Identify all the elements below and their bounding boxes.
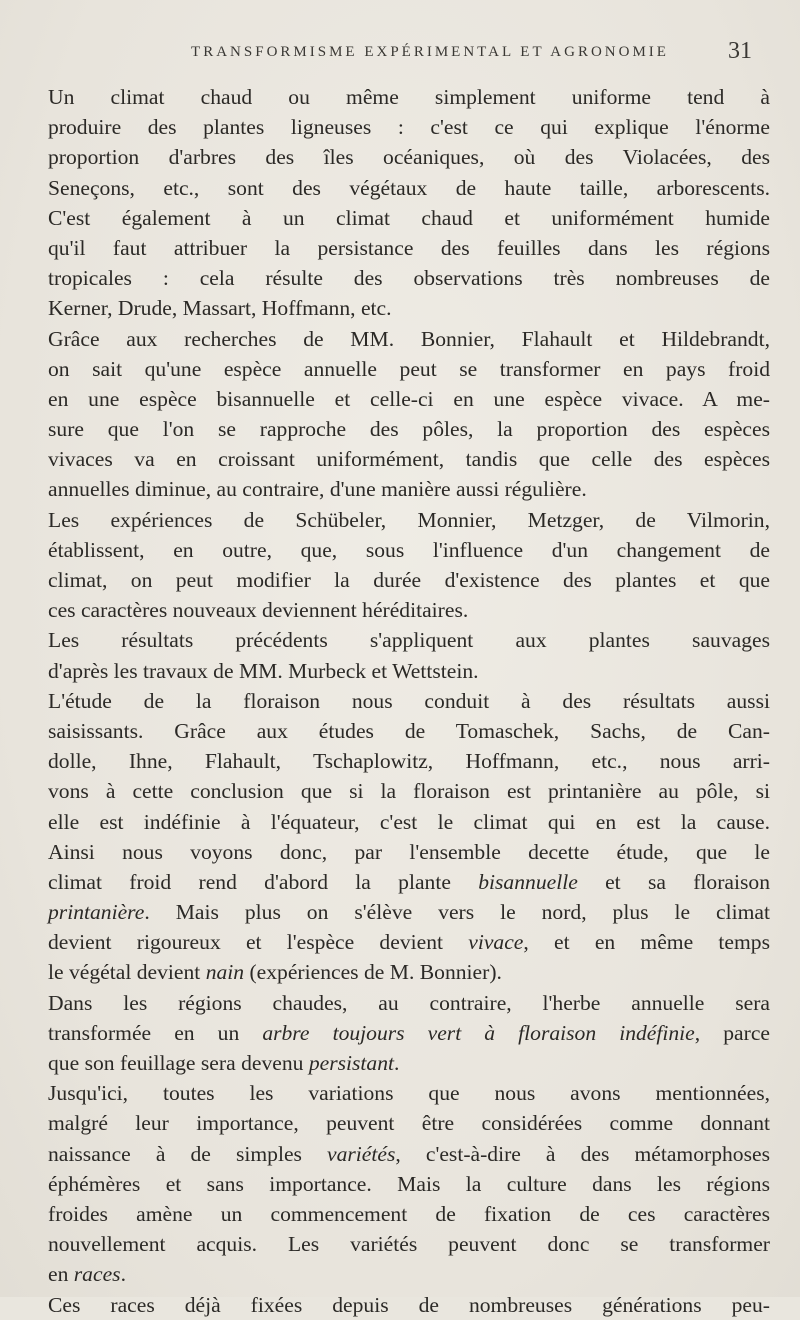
text-segment: sure que l'on se rapproche des pôles, la proportion des espèces — [48, 417, 770, 442]
text-segment: malgré leur importance, peuvent être considérées comme donnant — [48, 1111, 770, 1136]
text-line — [48, 414, 770, 444]
italic-text: arbre toujours vert à floraison indéfinie — [262, 1020, 695, 1045]
text-segment: le végétal devient — [48, 960, 206, 985]
text-segment: tropicales : cela résulte des observations très nombreuses de — [48, 266, 770, 291]
text-line — [48, 867, 770, 897]
text-segment: Kerner, Drude, Massart, Hoffmann, etc. — [48, 296, 392, 321]
text-segment: établissent, en outre, que, sous l'influence d'un changement de — [48, 537, 770, 562]
text-line — [48, 474, 770, 504]
text-line — [48, 444, 770, 474]
text-line — [48, 957, 770, 987]
italic-text: races — [73, 1262, 121, 1287]
text-segment: L'étude de la floraison nous conduit à des résultats aussi — [48, 688, 770, 713]
text-line — [48, 1199, 770, 1229]
text-line — [48, 354, 770, 384]
text-line — [48, 293, 770, 323]
text-line — [48, 595, 770, 625]
text-segment: proportion d'arbres des îles océaniques, où des Violacées, des — [48, 145, 770, 170]
text-segment: C'est également à un climat chaud et uniformément humide — [48, 205, 770, 230]
text-segment: Seneçons, etc., sont des végétaux de haute taille, arborescents. — [48, 175, 770, 200]
text-line — [48, 1259, 770, 1289]
text-line — [48, 233, 770, 263]
text-line — [48, 1078, 770, 1108]
text-segment: climat froid rend d'abord la plante — [48, 869, 479, 894]
text-segment: Grâce aux recherches de MM. Bonnier, Flahault et Hildebrandt, — [48, 326, 770, 351]
text-segment: Jusqu'ici, toutes les variations que nous avons mentionnées, — [48, 1081, 770, 1106]
text-line — [48, 656, 770, 686]
text-segment: Les résultats précédents s'appliquent aux plantes sauvages — [48, 628, 770, 653]
text-line — [48, 535, 770, 565]
text-segment: produire des plantes ligneuses : c'est ce qui explique l'énorme — [48, 115, 770, 140]
text-line — [48, 988, 770, 1018]
text-segment: nouvellement acquis. Les variétés peuvent donc se transformer — [48, 1232, 770, 1257]
text-line — [48, 746, 770, 776]
text-segment: , et en même temps — [523, 930, 770, 955]
text-line — [48, 565, 770, 595]
text-line — [48, 203, 770, 233]
text-segment: elle est indéfinie à l'équateur, c'est le climat qui en est la cause. — [48, 809, 770, 834]
text-segment: , c'est-à-dire à des métamorphoses — [395, 1141, 770, 1166]
text-segment: . — [120, 1262, 126, 1287]
italic-text: printanière — [48, 900, 145, 925]
body-text — [48, 82, 770, 1320]
italic-text: vivace — [468, 930, 524, 955]
text-segment: Ces races déjà fixées depuis de nombreuses générations peu- — [48, 1292, 770, 1317]
text-line — [48, 837, 770, 867]
text-line — [48, 142, 770, 172]
text-line — [48, 112, 770, 142]
text-line — [48, 173, 770, 203]
text-line — [48, 625, 770, 655]
text-segment: froides amène un commencement de fixation de ces caractères — [48, 1201, 770, 1226]
text-segment: saisissants. Grâce aux études de Tomaschek, Sachs, de Can- — [48, 718, 770, 743]
text-segment: (expériences de M. Bonnier). — [244, 960, 502, 985]
italic-text: nain — [205, 960, 245, 985]
text-line — [48, 897, 770, 927]
text-segment: on sait qu'une espèce annuelle peut se transformer en pays froid — [48, 356, 770, 381]
text-segment: . Mais plus on s'élève vers le nord, plus le climat — [144, 900, 770, 925]
text-line — [48, 1048, 770, 1078]
text-line — [48, 505, 770, 535]
text-segment: transformée en un — [48, 1020, 263, 1045]
text-segment: Les expériences de Schübeler, Monnier, Metzger, de Vilmorin, — [48, 507, 770, 532]
text-line — [48, 82, 770, 112]
text-segment: devient rigoureux et l'espèce devient — [48, 930, 469, 955]
text-line — [48, 686, 770, 716]
text-segment: dolle, Ihne, Flahault, Tschaplowitz, Hoffmann, etc., nous arri- — [48, 749, 770, 774]
text-segment: vons à cette conclusion que si la floraison est printanière au pôle, si — [48, 779, 770, 804]
text-segment: Ainsi nous voyons donc, par l'ensemble decette étude, que le — [48, 839, 770, 864]
text-line — [48, 1108, 770, 1138]
text-line — [48, 384, 770, 414]
text-segment: . — [394, 1051, 400, 1075]
text-line — [48, 1018, 770, 1048]
text-line — [48, 1169, 770, 1199]
text-segment: et sa floraison — [577, 869, 770, 894]
running-head: TRANSFORMISME EXPÉRIMENTAL ET AGRONOMIE — [191, 44, 669, 60]
text-line — [48, 807, 770, 837]
text-line — [48, 324, 770, 354]
text-segment: ces caractères nouveaux deviennent héréditaires. — [48, 598, 469, 623]
text-segment: qu'il faut attribuer la persistance des feuilles dans les régions — [48, 235, 770, 260]
text-segment: annuelles diminue, au contraire, d'une manière aussi régulière. — [48, 477, 587, 502]
text-line — [48, 1229, 770, 1259]
italic-text: variétés — [327, 1141, 396, 1166]
text-segment: en une espèce bisannuelle et celle-ci en une espèce vivace. A me- — [48, 386, 770, 411]
text-line — [48, 776, 770, 806]
text-segment: que son feuillage sera devenu — [48, 1051, 309, 1075]
text-line — [48, 1139, 770, 1169]
text-segment: Dans les régions chaudes, au contraire, l'herbe annuelle sera — [48, 990, 770, 1015]
text-segment: d'après les travaux de MM. Murbeck et Wettstein. — [48, 658, 479, 683]
text-line — [48, 716, 770, 746]
text-line — [48, 1290, 770, 1320]
text-line — [48, 263, 770, 293]
text-line — [48, 927, 770, 957]
text-segment: en — [48, 1262, 74, 1287]
text-segment: , parce — [694, 1020, 770, 1045]
italic-text: bisannuelle — [478, 869, 578, 894]
text-segment: éphémères et sans importance. Mais la culture dans les régions — [48, 1171, 770, 1196]
text-segment: climat, on peut modifier la durée d'existence des plantes et que — [48, 568, 770, 592]
text-segment: vivaces va en croissant uniformément, tandis que celle des espèces — [48, 447, 770, 472]
text-segment: naissance à de simples — [48, 1141, 328, 1166]
italic-text: persistant — [308, 1051, 395, 1075]
text-segment: Un climat chaud ou même simplement uniforme tend à — [48, 85, 770, 109]
page-number: 31 — [728, 38, 752, 64]
